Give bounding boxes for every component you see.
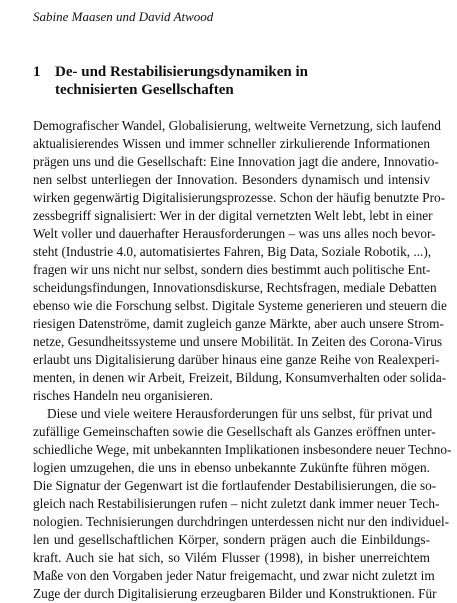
text-line: Demografischer Wandel, Globalisierung, weltweite Vernetzung, sich laufend bbox=[33, 118, 441, 133]
text-line: menten, in denen wir Arbeit, Freizeit, Bildung, Konsumverhalten oder solida- bbox=[33, 370, 447, 385]
text-line: Zuge der durch Digitalisierung erzeugbaren Bilder und Konstruktionen. Für bbox=[33, 586, 437, 601]
chapter-number: 1 bbox=[33, 64, 41, 80]
text-line: logien umzugehen, die uns in ebenso unbekannte Zukünfte führen mögen. bbox=[33, 460, 430, 475]
text-line: Diese und viele weitere Herausforderungen für uns selbst, für privat und bbox=[47, 406, 433, 421]
text-line: riesigen Datenströme, damit zugleich ganze Märkte, aber auch unsere Strom- bbox=[33, 316, 444, 331]
text-line: Welt voller und dauerhafter Herausforderungen – was uns alles noch bevor- bbox=[33, 226, 436, 241]
text-line: gleich nach Restabilisierungen rufen – nicht zuletzt dank immer neuer Tech- bbox=[33, 496, 440, 511]
text-line: zessbegriff signalisiert: Wer in der digital vernetzten Welt lebt, lebt in einer bbox=[33, 208, 433, 223]
text-line: Maße von den Vorgaben jeder Natur freigemacht, und zwar nicht zuletzt im bbox=[33, 568, 435, 583]
running-head-authors: Sabine Maasen und David Atwood bbox=[33, 9, 214, 24]
text-line: erlaubt uns Digitalisierung darüber hinaus eine ganze Reihe von Realexperi- bbox=[33, 352, 440, 367]
chapter-title-line-2: technisierten Gesellschaften bbox=[55, 82, 234, 98]
text-line: netze, Gesundheitssysteme und unsere Mobilität. In Zeiten des Corona-Virus bbox=[33, 334, 443, 349]
chapter-title-line-1: De- und Restabilisierungsdynamiken in bbox=[55, 64, 308, 80]
text-line: len und gesellschaftlichen Körper, sondern prägen auch die Einbildungs- bbox=[33, 532, 430, 547]
text-line: kraft. Auch sie hat sich, so Vilém Flusser (1998), in bisher unerreichtem bbox=[33, 550, 430, 565]
text-line: Die Signatur der Gegenwart ist die fortlaufender Destabilisierungen, die so- bbox=[33, 478, 437, 493]
text-line: scheidungsfindungen, Innovationsdiskurse, Rechtsfragen, mediale Debatten bbox=[33, 280, 437, 295]
text-line: zufällige Gemeinschaften sowie die Gesellschaft als Ganzes eröffnen unter- bbox=[33, 424, 436, 439]
text-line: fragen wir uns nicht nur selbst, sondern dies bestimmt auch politische Ent- bbox=[33, 262, 431, 277]
text-line: aktualisierendes Wissen und immer schneller zirkulierende Informationen bbox=[33, 136, 430, 151]
text-line: risches Handeln neu organisieren. bbox=[33, 388, 213, 403]
text-line: wirken gegenwärtig Digitalisierungsprozesse. Schon der häufig benutzte Pro- bbox=[33, 190, 446, 205]
text-line: ebenso wie die Forschung selbst. Digitale Systeme generieren und steuern die bbox=[33, 298, 447, 313]
text-line: nen selbst unterliegen der Innovation. Besonders dynamisch und intensiv bbox=[33, 172, 430, 187]
text-line: schiedliche Wege, mit unbekannten Implikationen insbesondere neuer Techno- bbox=[33, 442, 452, 457]
text-line: steht (Industrie 4.0, automatisiertes Fahren, Big Data, Soziale Robotik, ...), bbox=[33, 244, 432, 259]
text-line: prägen uns und die Gesellschaft: Eine Innovation jagt die andere, Innovatio- bbox=[33, 154, 439, 169]
text-line: nologien. Technisierungen durchdringen unterdessen nicht nur den individuel- bbox=[33, 514, 450, 529]
